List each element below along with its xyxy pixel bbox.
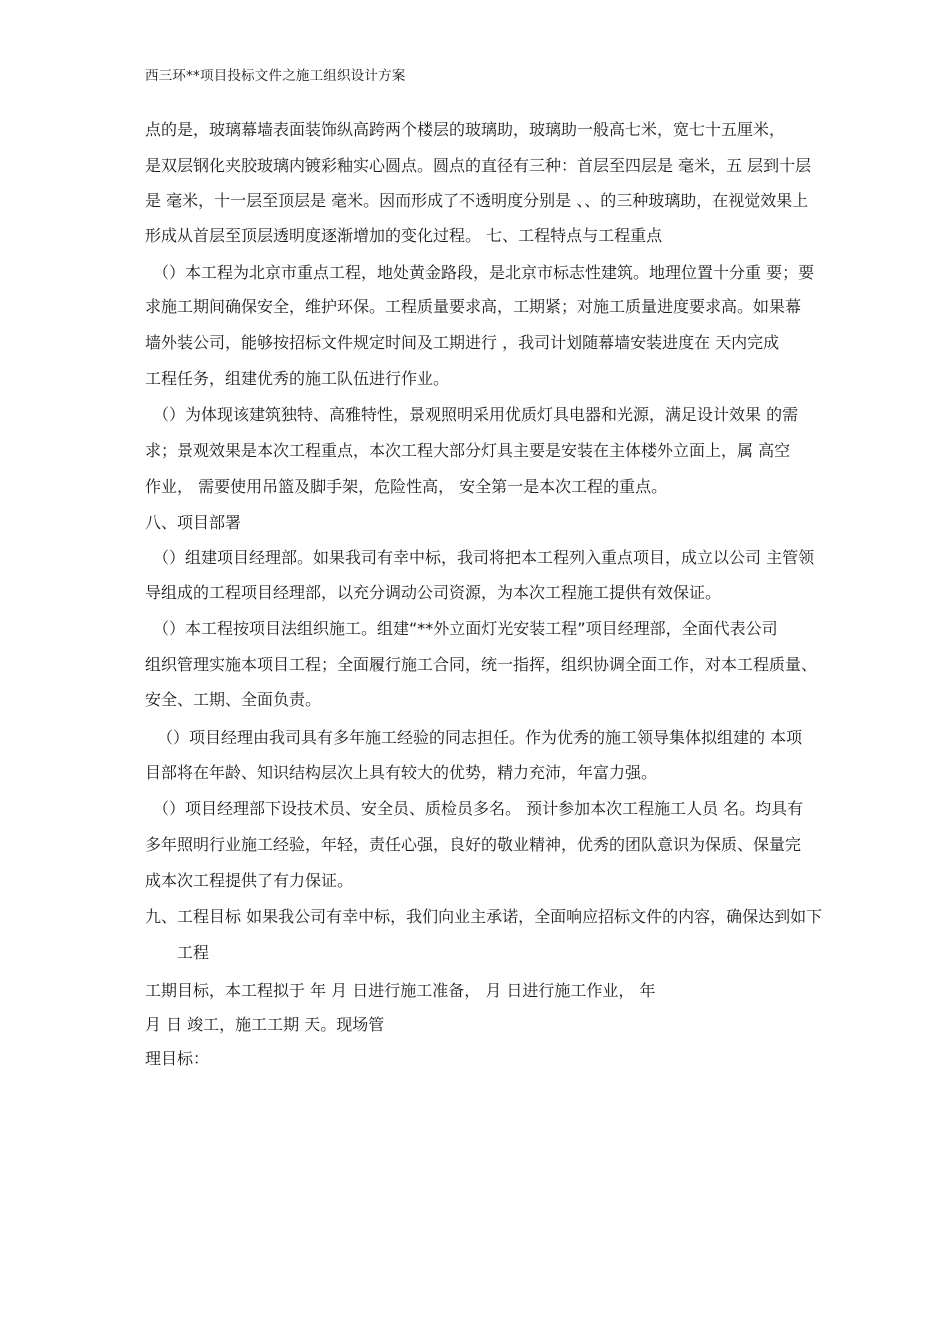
paragraph-line: 求；景观效果是本次工程重点，本次工程大部分灯具主要是安装在主体楼外立面上，属 高空 xyxy=(145,441,791,460)
paragraph-line: （）项目经理由我司具有多年施工经验的同志担任。作为优秀的施工领导集体拟组建的 本项 xyxy=(157,728,803,747)
paragraph-line: 点的是，玻璃幕墙表面装饰纵高跨两个楼层的玻璃助，玻璃助一般高七米，宽七十五厘米， xyxy=(145,120,786,139)
paragraph-line: 成本次工程提供了有力保证。 xyxy=(145,871,354,890)
paragraph-line: 工期目标，本工程拟于 年 月 日进行施工准备， 月 日进行施工作业， 年 xyxy=(145,981,656,1000)
paragraph-line: 是 毫米，十一层至顶层是 毫米。因而形成了不透明度分别是 、、的三种玻璃助，在视觉效果上 xyxy=(145,191,809,210)
paragraph-line: （）为体现该建筑独特、高雅特性，景观照明采用优质灯具电器和光源，满足设计效果 的需 xyxy=(153,405,799,424)
paragraph-line: （）组建项目经理部。如果我司有幸中标，我司将把本工程列入重点项目，成立以公司 主管领 xyxy=(153,548,815,567)
paragraph-line: 求施工期间确保安全，维护环保。工程质量要求高，工期紧；对施工质量进度要求高。如果幕 xyxy=(145,297,802,316)
section-heading: 九、工程目标 如果我公司有幸中标，我们向业主承诺，全面响应招标文件的内容，确保达到如下 xyxy=(145,907,823,926)
paragraph-line: 组织管理实施本项目工程；全面履行施工合同，统一指挥，组织协调全面工作，对本工程质量、 xyxy=(145,655,818,674)
paragraph-line: 作业， 需要使用吊篮及脚手架，危险性高， 安全第一是本次工程的重点。 xyxy=(145,477,668,496)
paragraph-line: （）本工程为北京市重点工程，地处黄金路段，是北京市标志性建筑。地理位置十分重 要；要 xyxy=(153,263,815,282)
paragraph-line: 理目标： xyxy=(145,1049,210,1068)
paragraph-line: 目部将在年龄、知识结构层次上具有较大的优势，精力充沛，年富力强。 xyxy=(145,763,658,782)
paragraph-line: 多年照明行业施工经验，年轻，责任心强，良好的敬业精神，优秀的团队意识为保质、保量完 xyxy=(145,835,802,854)
paragraph-line: （）项目经理部下设技术员、安全员、质检员多名。 预计参加本次工程施工人员 名。均具有 xyxy=(153,799,804,818)
paragraph-line: 是双层钢化夹胶玻璃内镀彩釉实心圆点。圆点的直径有三种：首层至四层是 毫米，五 层到十层 xyxy=(145,156,812,175)
paragraph-line: 工程任务，组建优秀的施工队伍进行作业。 xyxy=(145,369,450,388)
section-heading: 八、项目部署 xyxy=(145,513,242,532)
paragraph-line: （）本工程按项目法组织施工。组建“**外立面灯光安装工程”项目经理部，全面代表公司 xyxy=(153,619,778,638)
paragraph-line: 工程 xyxy=(177,943,210,962)
paragraph-line: 月 日 竣工，施工工期 天。现场管 xyxy=(145,1015,385,1034)
paragraph-line: 安全、工期、全面负责。 xyxy=(145,690,322,709)
paragraph-line: 墙外装公司，能够按招标文件规定时间及工期进行 ，我司计划随幕墙安装进度在 天内完成 xyxy=(145,333,780,352)
paragraph-line: 形成从首层至顶层透明度逐渐增加的变化过程。 七、工程特点与工程重点 xyxy=(145,226,663,245)
paragraph-line: 导组成的工程项目经理部，以充分调动公司资源，为本次工程施工提供有效保证。 xyxy=(145,583,722,602)
document-header: 西三环**项目投标文件之施工组织设计方案 xyxy=(145,68,406,84)
